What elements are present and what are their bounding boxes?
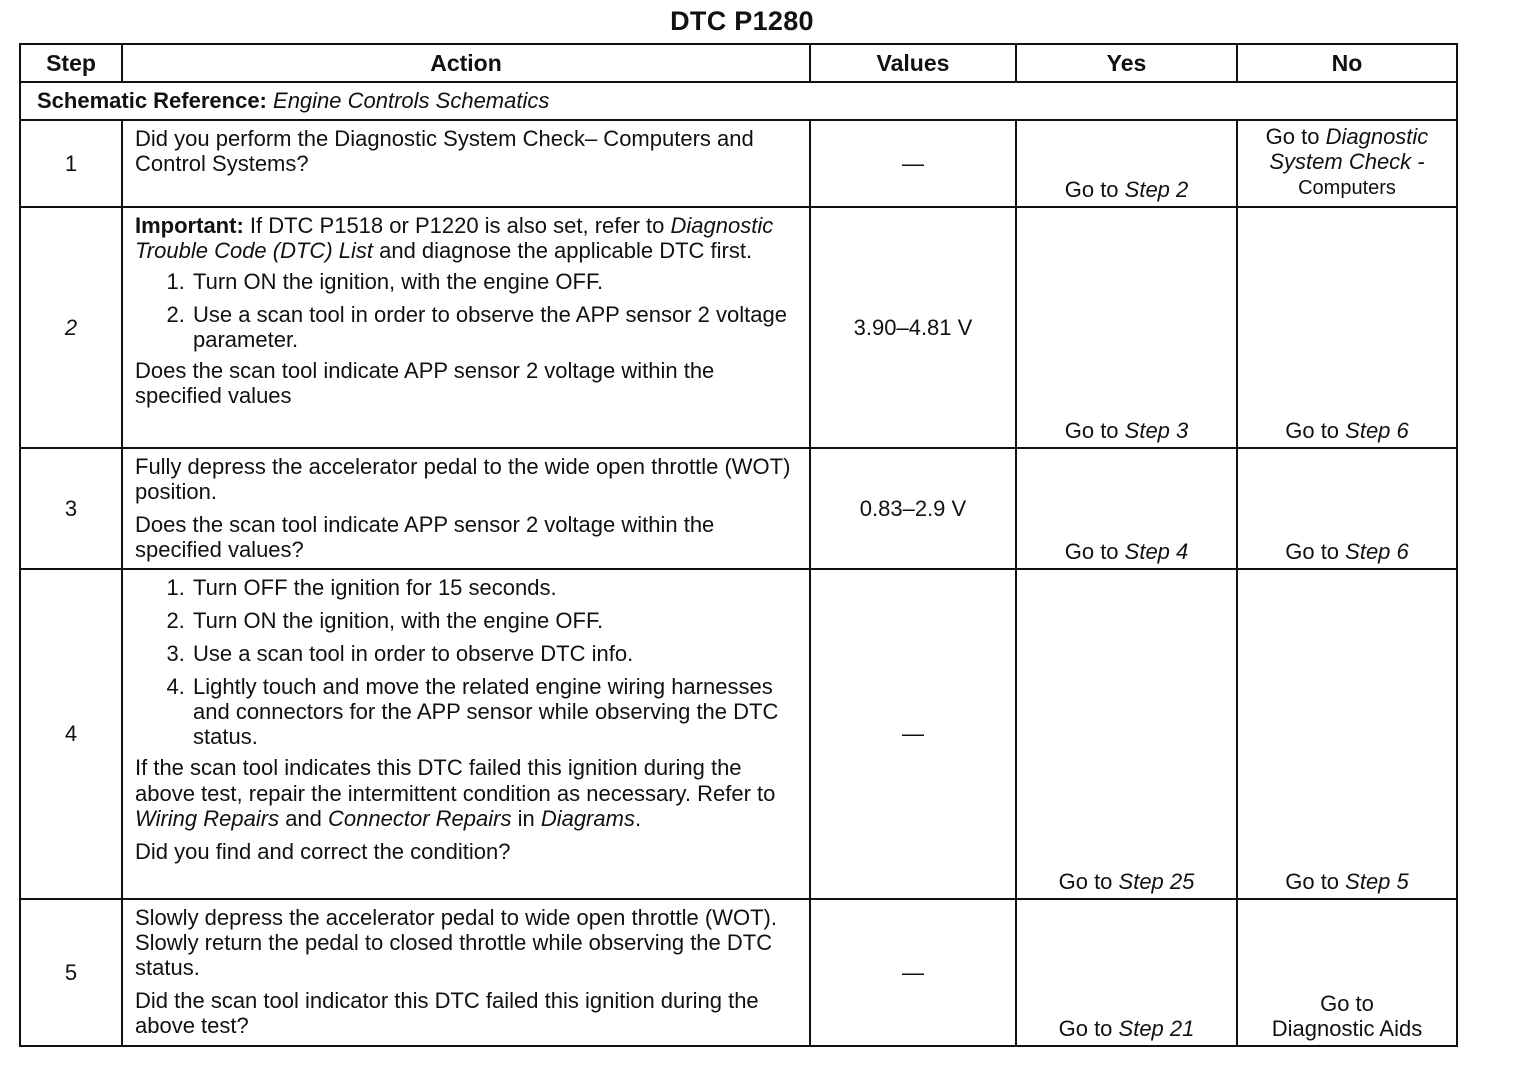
action-paragraph — [135, 755, 799, 830]
diagrams-link[interactable]: Diagrams — [540, 805, 635, 831]
table-row — [20, 120, 1457, 207]
step-number: 4 — [20, 569, 122, 899]
values-cell: — — [810, 120, 1016, 207]
list-item: 3. Use a scan tool in order to observe DTC info. — [191, 641, 799, 666]
list-item: 1. Turn ON the ignition, with the engine OFF. — [191, 269, 799, 294]
step-number: 1 — [20, 120, 122, 207]
no-link[interactable]: Diagnostic — [1325, 124, 1429, 149]
yes-link[interactable]: Step 4 — [1124, 538, 1189, 564]
para-end: . — [634, 805, 642, 831]
action-text: Slowly depress the accelerator pedal to wide open throttle (WOT). Slowly return the pedal to closed throttle while observing the DTC status. — [135, 905, 777, 981]
connector-repairs-link[interactable]: Connector Repairs — [328, 805, 512, 831]
step-number: 5 — [20, 899, 122, 1046]
wiring-repairs-link[interactable]: Wiring Repairs — [135, 805, 280, 831]
no-cell — [1237, 569, 1457, 899]
dtc-list-link[interactable]: Diagnostic Trouble Code (DTC) List — [135, 213, 774, 264]
yes-link[interactable]: Step 3 — [1124, 417, 1189, 443]
action-cell — [122, 207, 810, 448]
no-link[interactable]: Step 5 — [1345, 868, 1409, 894]
no-prefix: Go to — [1285, 417, 1346, 443]
important-note — [135, 213, 799, 263]
header-action: Action — [122, 44, 810, 82]
action-text: Fully depress the accelerator pedal to the wide open throttle (WOT) position. — [135, 454, 791, 505]
table-row — [20, 207, 1457, 448]
action-steps — [135, 269, 799, 352]
header-row — [20, 44, 1457, 82]
no-line: Go to — [1320, 990, 1374, 1016]
no-prefix: Go to — [1265, 124, 1326, 149]
yes-cell — [1016, 120, 1237, 207]
action-question: Did you find and correct the condition? — [135, 838, 511, 864]
yes-cell — [1016, 448, 1237, 569]
important-text: If DTC P1518 or P1220 is also set, refer to — [243, 213, 671, 238]
important-tail: and diagnose the applicable DTC first. — [373, 238, 753, 264]
no-prefix: Go to — [1285, 868, 1346, 894]
action-steps — [135, 575, 799, 749]
important-label: Important: — [135, 213, 244, 238]
step-number-text: 2 — [64, 314, 78, 340]
step-number — [20, 207, 122, 448]
values-cell: 0.83–2.9 V — [810, 448, 1016, 569]
no-link[interactable]: Step 6 — [1345, 417, 1409, 443]
list-item: 1. Turn OFF the ignition for 15 seconds. — [191, 575, 799, 600]
yes-link[interactable]: Step 2 — [1124, 176, 1189, 202]
values-cell: 3.90–4.81 V — [810, 207, 1016, 448]
table-row — [20, 448, 1457, 569]
yes-cell — [1016, 899, 1237, 1046]
para-text: If the scan tool indicates this DTC failed this ignition during the above test, repair the intermittent condition as necessary. Refer to — [135, 755, 776, 806]
no-cell — [1237, 899, 1457, 1046]
header-no: No — [1237, 44, 1457, 82]
yes-cell — [1016, 207, 1237, 448]
header-values: Values — [810, 44, 1016, 82]
step-number: 3 — [20, 448, 122, 569]
no-tail: Computers — [1298, 177, 1396, 200]
action-question: Did the scan tool indicator this DTC failed this ignition during the above test? — [135, 988, 759, 1039]
no-prefix: Go to — [1285, 538, 1346, 564]
yes-prefix: Go to — [1064, 538, 1125, 564]
yes-link[interactable]: Step 21 — [1118, 1015, 1195, 1041]
action-cell — [122, 899, 810, 1046]
yes-prefix: Go to — [1058, 868, 1119, 894]
action-cell — [122, 120, 810, 207]
table-row — [20, 899, 1457, 1046]
header-step: Step — [20, 44, 122, 82]
action-question: Did you perform the Diagnostic System Check– Computers and Control Systems? — [135, 126, 754, 177]
yes-cell — [1016, 569, 1237, 899]
diagnostic-aids-link[interactable]: Diagnostic Aids — [1271, 1015, 1423, 1041]
schematic-link[interactable]: Engine Controls Schematics — [273, 88, 550, 114]
yes-prefix: Go to — [1064, 176, 1125, 202]
no-cell — [1237, 120, 1457, 207]
no-cell — [1237, 207, 1457, 448]
schematic-reference-row — [20, 82, 1457, 120]
values-cell: — — [810, 569, 1016, 899]
action-question: Does the scan tool indicate APP sensor 2 voltage within the specified values — [135, 358, 715, 409]
yes-link[interactable]: Step 25 — [1118, 868, 1195, 894]
para-and: and — [279, 805, 329, 831]
list-item: 2. Use a scan tool in order to observe the APP sensor 2 voltage parameter. — [191, 302, 799, 352]
no-link[interactable]: System Check - — [1269, 149, 1425, 175]
no-cell — [1237, 448, 1457, 569]
action-question: Does the scan tool indicate APP sensor 2 voltage within the specified values? — [135, 512, 715, 563]
header-yes: Yes — [1016, 44, 1237, 82]
no-link[interactable]: Step 6 — [1345, 538, 1409, 564]
values-cell: — — [810, 899, 1016, 1046]
yes-prefix: Go to — [1064, 417, 1125, 443]
list-item: 2. Turn ON the ignition, with the engine OFF. — [191, 608, 799, 633]
schematic-label: Schematic Reference: — [37, 88, 267, 114]
para-in: in — [511, 805, 541, 831]
action-cell — [122, 448, 810, 569]
list-item: 4. Lightly touch and move the related engine wiring harnesses and connectors for the APP sensor while observing the DTC status. — [191, 674, 799, 749]
yes-prefix: Go to — [1058, 1015, 1119, 1041]
diagnostic-table — [19, 43, 1458, 1047]
page-title: DTC P1280 — [670, 6, 814, 36]
action-cell — [122, 569, 810, 899]
table-row — [20, 569, 1457, 899]
